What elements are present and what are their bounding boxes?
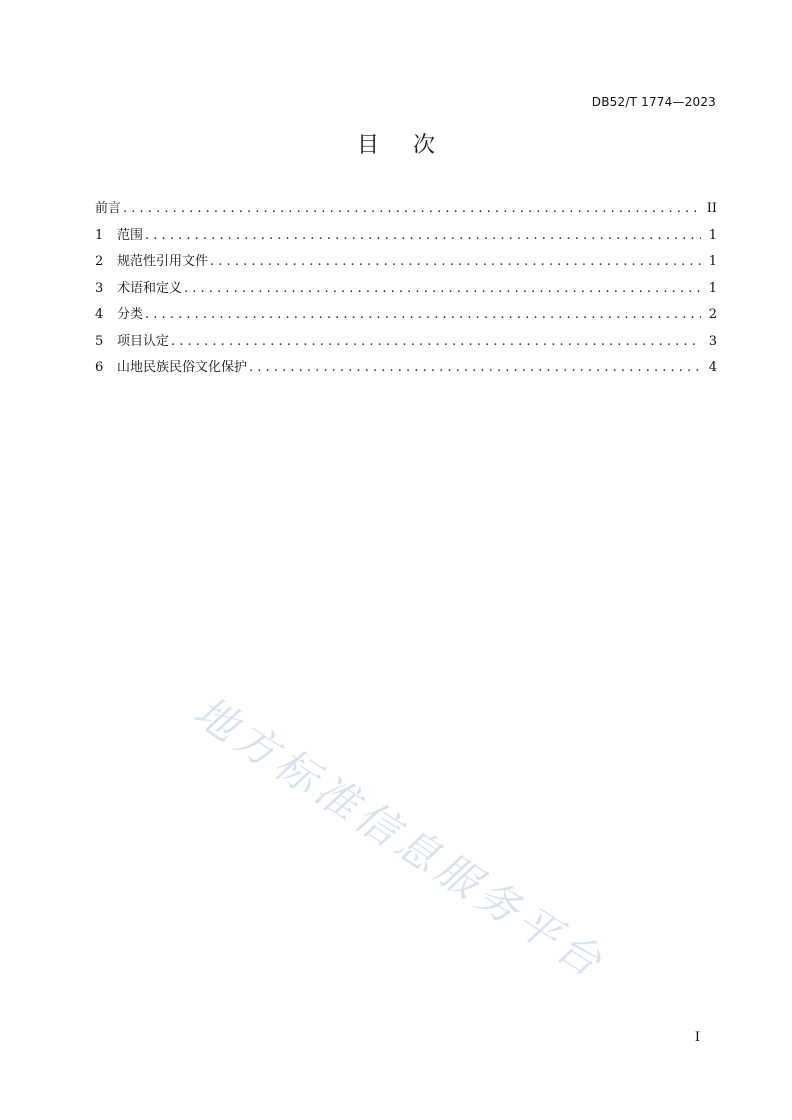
toc-entry-foreword[interactable] (95, 200, 717, 227)
toc-entry-label: 前言 (95, 201, 122, 216)
toc-entry-number: 5 (95, 333, 104, 349)
toc-entry-page: 4 (708, 360, 717, 375)
toc-list (95, 200, 717, 386)
toc-entry-label: 规范性引用文件 (117, 254, 209, 269)
toc-dot-leader (171, 333, 701, 351)
toc-title: 目次 (356, 133, 469, 158)
toc-entry-number: 6 (95, 360, 104, 375)
toc-entry-page: 1 (708, 280, 717, 296)
toc-dot-leader (145, 227, 701, 245)
document-code: DB52/T 1774—2023 (591, 95, 716, 109)
toc-entry-page: 2 (708, 307, 717, 322)
toc-entry-label: 分类 (117, 307, 144, 322)
toc-entry-label: 项目认定 (117, 333, 170, 349)
toc-entry-page: 3 (708, 333, 717, 349)
toc-entry-page: 1 (708, 227, 717, 243)
toc-entry-classification[interactable] (95, 306, 717, 333)
toc-entry-number: 4 (95, 307, 104, 322)
toc-entry-page: 1 (708, 254, 717, 269)
toc-entry-label: 范围 (117, 227, 144, 243)
toc-entry-label: 山地民族民俗文化保护 (117, 360, 248, 375)
toc-entry-number: 1 (95, 227, 104, 243)
watermark-text: 地方标准信息服务平台 (185, 686, 615, 990)
toc-dot-leader (249, 359, 701, 377)
toc-entry-scope[interactable] (95, 227, 717, 254)
toc-entry-number: 2 (95, 254, 104, 269)
toc-entry-label: 术语和定义 (117, 280, 183, 296)
toc-dot-leader (123, 200, 701, 218)
toc-entry-page: II (706, 201, 717, 216)
toc-dot-leader (184, 280, 701, 298)
toc-entry-folk-culture-protection[interactable] (95, 359, 717, 386)
toc-entry-number: 3 (95, 280, 104, 296)
toc-entry-terms-definitions[interactable] (95, 280, 717, 307)
page-number: I (694, 1030, 700, 1045)
toc-dot-leader (210, 253, 701, 271)
toc-entry-project-identification[interactable] (95, 333, 717, 360)
toc-entry-normative-references[interactable] (95, 253, 717, 280)
toc-dot-leader (145, 306, 701, 324)
